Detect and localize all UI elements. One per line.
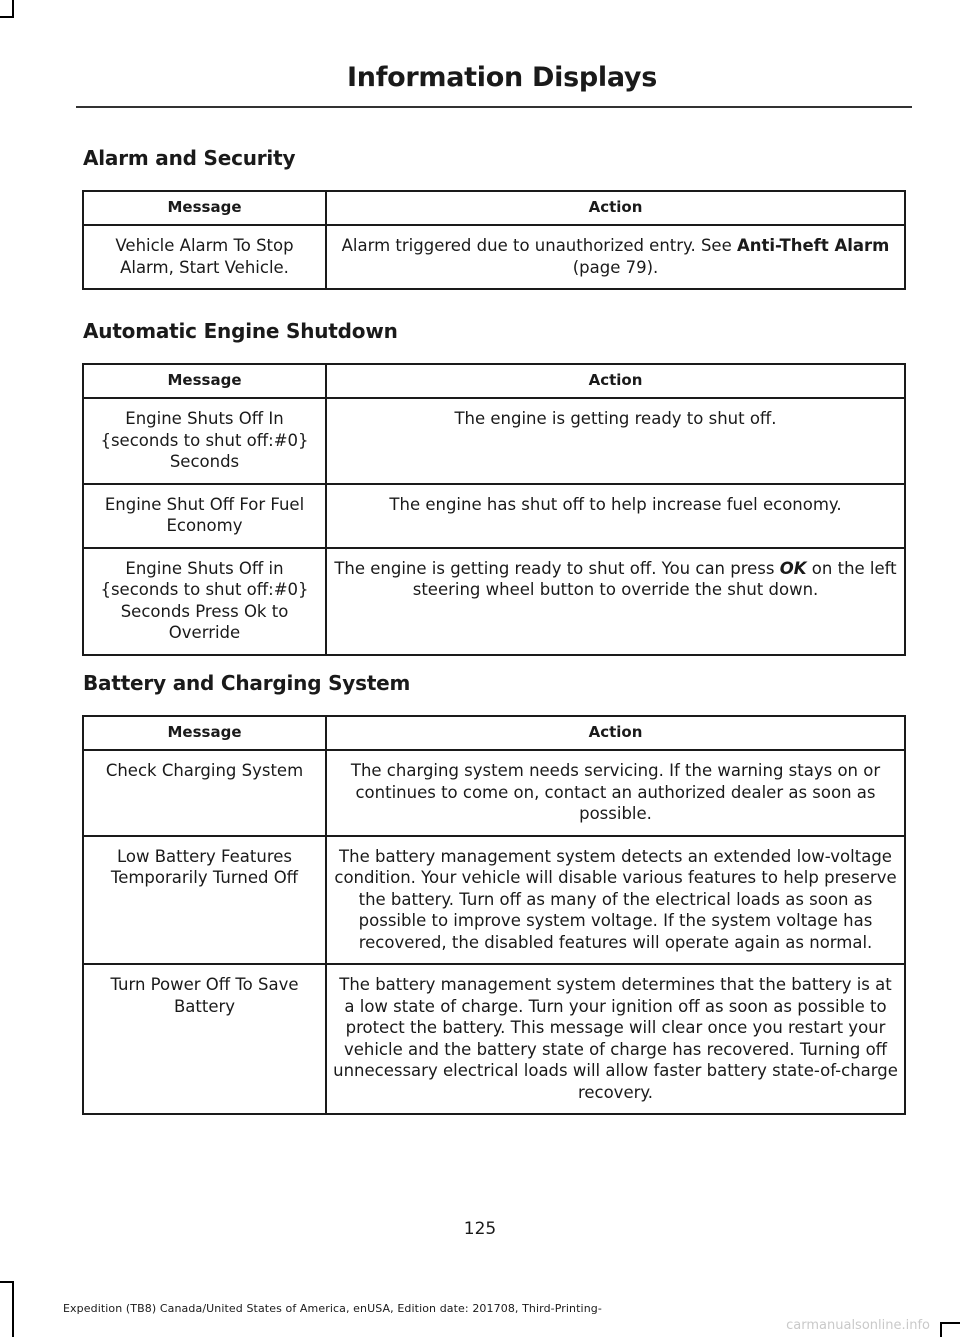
action-cell	[326, 225, 905, 289]
watermark: carmanualsonline.info	[786, 1318, 930, 1333]
column-header-action: Action	[326, 364, 905, 398]
section-heading-engine: Automatic Engine Shutdown	[83, 319, 398, 343]
action-cell: The engine has shut off to help increase fuel economy.	[326, 484, 905, 548]
action-text: Alarm triggered due to unauthorized entry. See	[341, 236, 737, 255]
message-cell: Engine Shut Off For Fuel Economy	[83, 484, 326, 548]
action-cell: The engine is getting ready to shut off.	[326, 398, 905, 484]
action-cell: The battery management system determines that the battery is at a low state of charge. Turn your ignition off as soon as possible to protect the battery. This message will clear once you restart your vehicle and the battery state of charge has recovered. Turning off unnecessary electrical loads will allow faster battery state-of-charge recovery.	[326, 964, 905, 1114]
action-cell	[326, 548, 905, 655]
table-row	[83, 225, 905, 289]
message-cell: Vehicle Alarm To Stop Alarm, Start Vehicle.	[83, 225, 326, 289]
crop-mark	[12, 1281, 14, 1337]
crop-mark	[0, 16, 14, 18]
alarm-table	[82, 190, 906, 290]
column-header-message: Message	[83, 716, 326, 750]
engine-table	[82, 363, 906, 656]
cross-reference-link[interactable]: Anti-Theft Alarm	[736, 236, 890, 255]
table-header-row	[83, 191, 905, 225]
table-row	[83, 750, 905, 836]
page-title: Information Displays	[347, 62, 657, 93]
action-text: on the left steering wheel button to override the shut down.	[412, 558, 897, 599]
action-cell: The charging system needs servicing. If the warning stays on or continues to come on, contact an authorized dealer as soon as possible.	[326, 750, 905, 836]
section-heading-battery: Battery and Charging System	[83, 671, 411, 695]
crop-mark	[0, 1281, 14, 1283]
column-header-message: Message	[83, 191, 326, 225]
message-cell: Engine Shuts Off in {seconds to shut off:#0} Seconds Press Ok to Override	[83, 548, 326, 655]
message-cell: Engine Shuts Off In {seconds to shut off:#0} Seconds	[83, 398, 326, 484]
message-cell: Low Battery Features Temporarily Turned Off	[83, 836, 326, 965]
page-number: 125	[463, 1219, 497, 1239]
table-row	[83, 548, 905, 655]
table-row	[83, 484, 905, 548]
table-row	[83, 398, 905, 484]
message-cell: Turn Power Off To Save Battery	[83, 964, 326, 1114]
message-cell: Check Charging System	[83, 750, 326, 836]
button-name-ok: OK	[779, 558, 807, 578]
action-cell: The battery management system detects an extended low-voltage condition. Your vehicle will disable various features to help preserve the battery. Turn off as many of the electrical loads as soon as possible to improve system voltage. If the system voltage has recovered, the disabled features will operate again as normal.	[326, 836, 905, 965]
table-row	[83, 964, 905, 1114]
battery-table	[82, 715, 906, 1115]
crop-mark	[940, 1322, 960, 1324]
action-text: The engine is getting ready to shut off. You can press	[334, 558, 780, 578]
column-header-message: Message	[83, 364, 326, 398]
table-header-row	[83, 364, 905, 398]
table-row	[83, 836, 905, 965]
section-heading-alarm: Alarm and Security	[83, 146, 296, 170]
header-divider	[76, 106, 912, 108]
table-header-row	[83, 716, 905, 750]
column-header-action: Action	[326, 716, 905, 750]
crop-mark	[940, 1322, 942, 1337]
footer-edition-info: Expedition (TB8) Canada/United States of America, enUSA, Edition date: 201708, Third-Printing-	[63, 1302, 602, 1315]
action-text: (page 79).	[572, 257, 659, 277]
column-header-action: Action	[326, 191, 905, 225]
